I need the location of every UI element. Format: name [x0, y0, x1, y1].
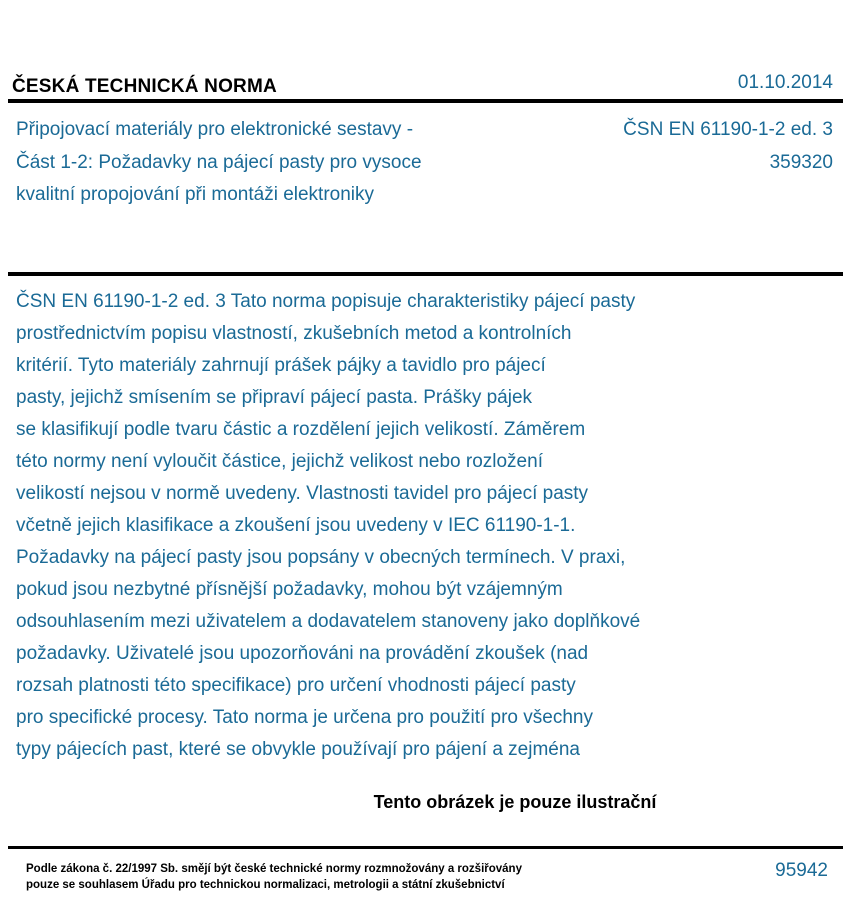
footer-divider	[8, 846, 843, 849]
standard-code-block	[623, 114, 833, 179]
header-divider	[8, 99, 843, 103]
publication-date: 01.10.2014	[737, 72, 833, 93]
copyright-notice: Podle zákona č. 22/1997 Sb. smějí být české technické normy rozmnožovány a rozšiřovány pouze se souhlasem Úřadu pro technickou normalizaci, metrologii a státní zkušebnictví	[26, 863, 522, 891]
standard-code: ČSN EN 61190-1-2 ed. 3	[623, 119, 833, 140]
illustration-notice: Tento obrázek je pouze ilustrační	[373, 792, 657, 812]
catalog-number: 95942	[775, 860, 828, 881]
standard-class-number: 359320	[769, 151, 833, 173]
standard-description: ČSN EN 61190-1-2 ed. 3 Tato norma popisuje charakteristiky pájecí pasty prostřednictvím popisu vlastností, zkušebních metod a kontrolních kritérií. Tyto materiály zahrnují prášek pájky a tavidlo pro pájecí pasty, jejichž smísením se připraví pájecí pasta. Prášky pájek se klasifikují podle tvaru částic a rozdělení jejich velikostí. Záměrem této normy není vyloučit částice, jejichž velikost nebo rozložení velikostí nejsou v normě uvedeny. Vlastnosti tavidel pro pájecí pasty včetně jejich klasifikace a zkoušení jsou uvedeny v IEC 61190-1-1. Požadavky na pájecí pasty jsou popsány v obecných termínech. V praxi, pokud jsou nezbytné přísnější požadavky, mohou být vzájemným odsouhlasením mezi uživatelem a dodavatelem stanoveny jako doplňkové požadavky. Uživatelé jsou upozorňováni na provádění zkoušek (nad rozsah platnosti této specifikace) pro určení vhodnosti pájecí pasty pro specifické procesy. Tato norma je určena pro použití pro všechny typy pájecích past, které se obvykle používají pro pájení a zejména	[16, 291, 641, 760]
standard-title: Připojovací materiály pro elektronické sestavy - Část 1-2: Požadavky na pájecí pasty pro vysoce kvalitní propojování při montáži elektroniky	[16, 119, 422, 205]
title-divider	[8, 272, 843, 276]
document-heading: ČESKÁ TECHNICKÁ NORMA	[12, 76, 277, 97]
